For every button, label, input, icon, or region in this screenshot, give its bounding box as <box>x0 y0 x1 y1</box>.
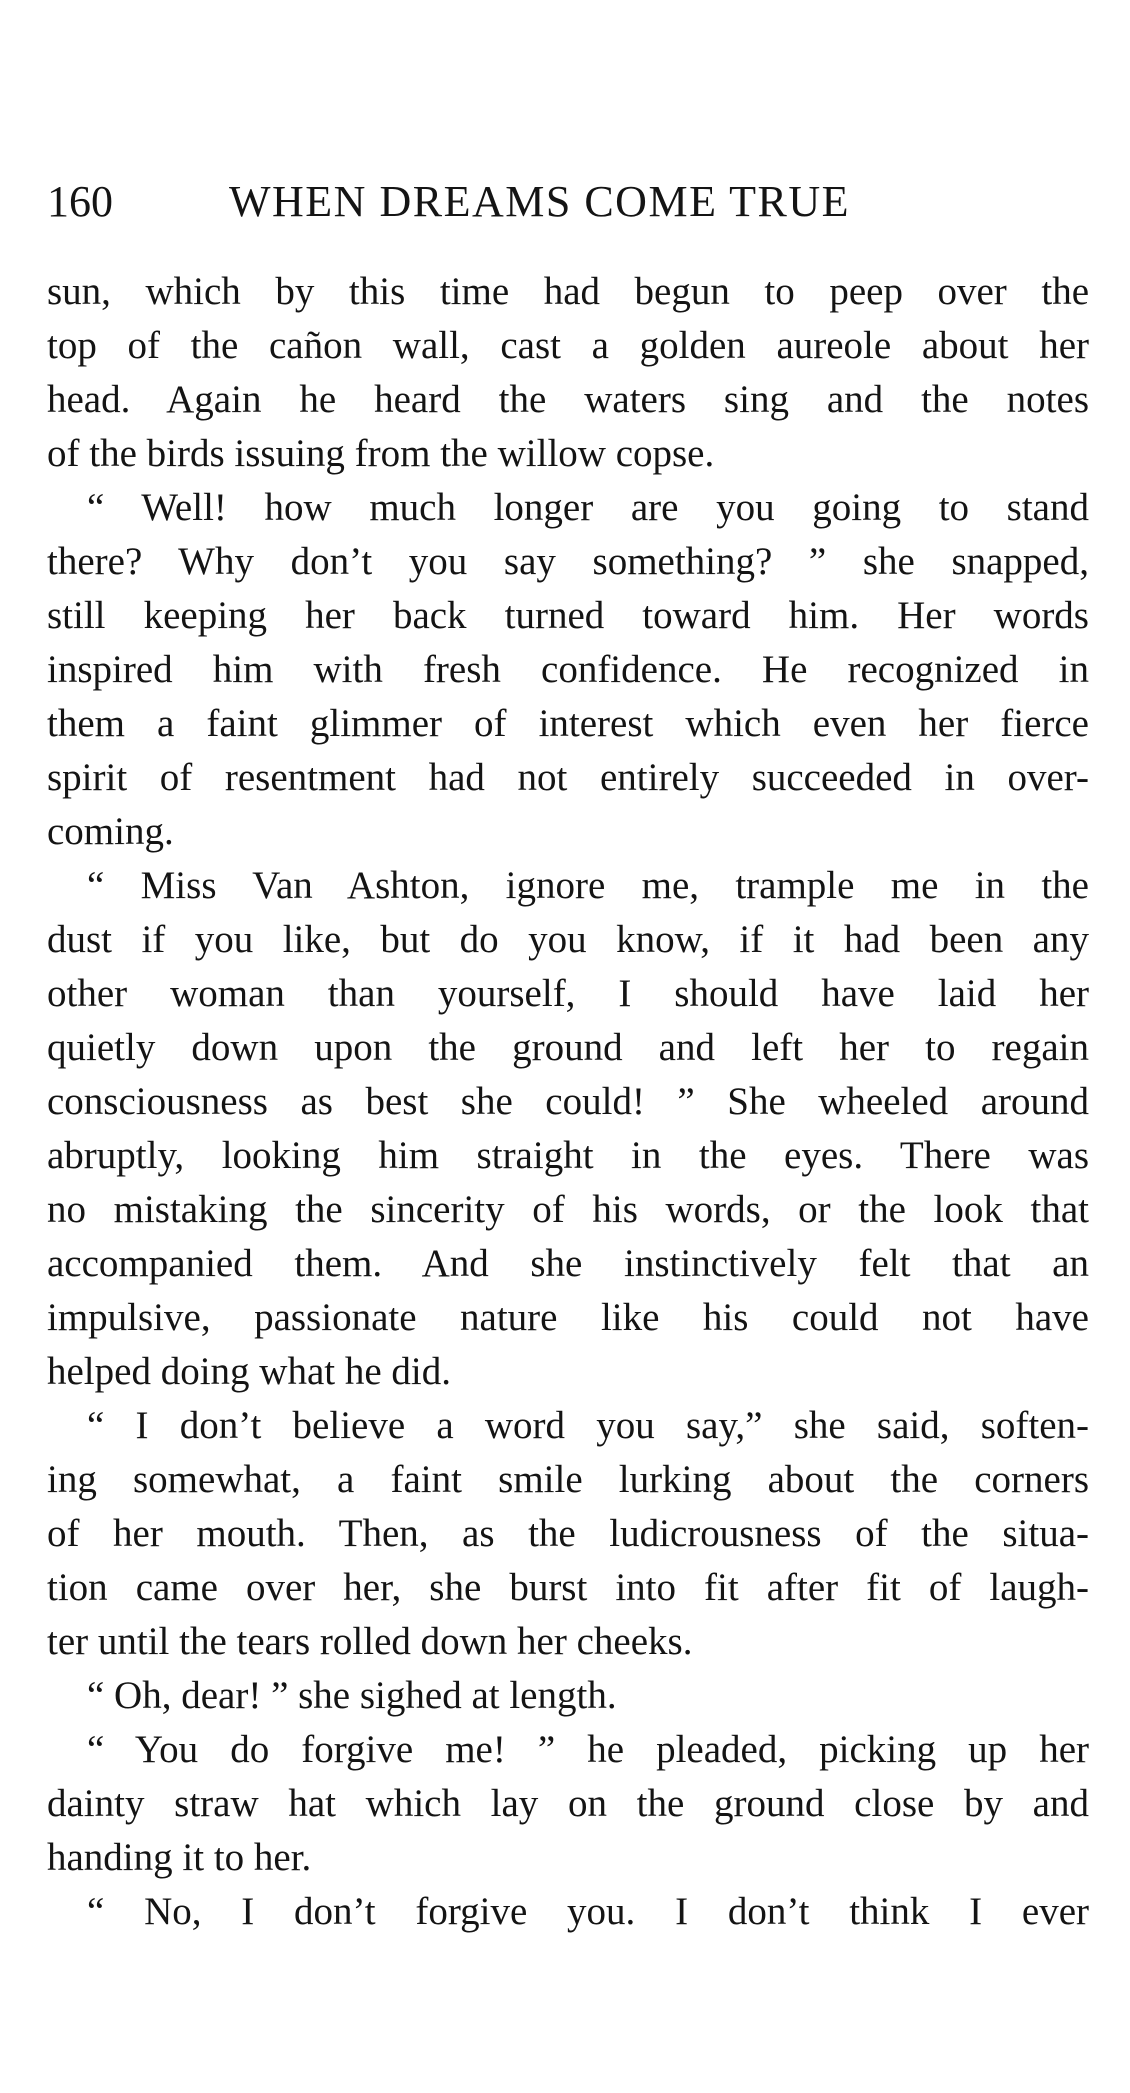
text-line: abruptly, looking him straight in the eyes. There was <box>47 1134 1089 1177</box>
text-line: head. Again he heard the waters sing and the notes <box>47 378 1089 421</box>
text-line: of her mouth. Then, as the ludicrousness of the situa- <box>47 1512 1089 1555</box>
text-line: other woman than yourself, I should have laid her <box>47 972 1089 1015</box>
text-line: coming. <box>47 810 174 853</box>
text-line: spirit of resentment had not entirely succeeded in over- <box>47 756 1089 799</box>
text-line: “ No, I don’t forgive you. I don’t think I ever <box>87 1890 1089 1933</box>
text-line: “ I don’t believe a word you say,” she said, soften- <box>87 1404 1089 1447</box>
text-line: them a faint glimmer of interest which even her fierce <box>47 702 1089 745</box>
text-line: consciousness as best she could! ” She wheeled around <box>47 1080 1089 1123</box>
text-line: dust if you like, but do you know, if it had been any <box>47 918 1089 961</box>
page-number: 160 <box>47 177 113 226</box>
text-line: of the birds issuing from the willow copse. <box>47 432 715 475</box>
text-line: impulsive, passionate nature like his could not have <box>47 1296 1089 1339</box>
text-line: no mistaking the sincerity of his words, or the look that <box>47 1188 1089 1231</box>
text-line: dainty straw hat which lay on the ground close by and <box>47 1782 1089 1825</box>
book-title: WHEN DREAMS COME TRUE <box>229 177 851 226</box>
book-page <box>47 0 1089 2093</box>
text-line: ing somewhat, a faint smile lurking about the corners <box>47 1458 1089 1501</box>
text-line: helped doing what he did. <box>47 1350 451 1393</box>
body-text <box>47 265 1089 1939</box>
text-line: there? Why don’t you say something? ” she snapped, <box>47 540 1089 583</box>
text-line: inspired him with fresh confidence. He recognized in <box>47 648 1089 691</box>
text-line: tion came over her, she burst into fit after fit of laugh- <box>47 1566 1089 1609</box>
text-line: quietly down upon the ground and left her to regain <box>47 1026 1089 1069</box>
text-line: “ Miss Van Ashton, ignore me, trample me in the <box>87 864 1089 907</box>
running-header <box>47 172 1089 232</box>
text-line: accompanied them. And she instinctively felt that an <box>47 1242 1089 1285</box>
text-line: “ Well! how much longer are you going to stand <box>87 486 1089 529</box>
text-line: top of the cañon wall, cast a golden aureole about her <box>47 324 1089 367</box>
text-line: “ Oh, dear! ” she sighed at length. <box>87 1674 617 1717</box>
text-line: sun, which by this time had begun to peep over the <box>47 270 1089 313</box>
text-line: handing it to her. <box>47 1836 312 1879</box>
text-line: ter until the tears rolled down her cheeks. <box>47 1620 693 1663</box>
text-line: still keeping her back turned toward him. Her words <box>47 594 1089 637</box>
text-line: “ You do forgive me! ” he pleaded, picking up her <box>87 1728 1089 1771</box>
